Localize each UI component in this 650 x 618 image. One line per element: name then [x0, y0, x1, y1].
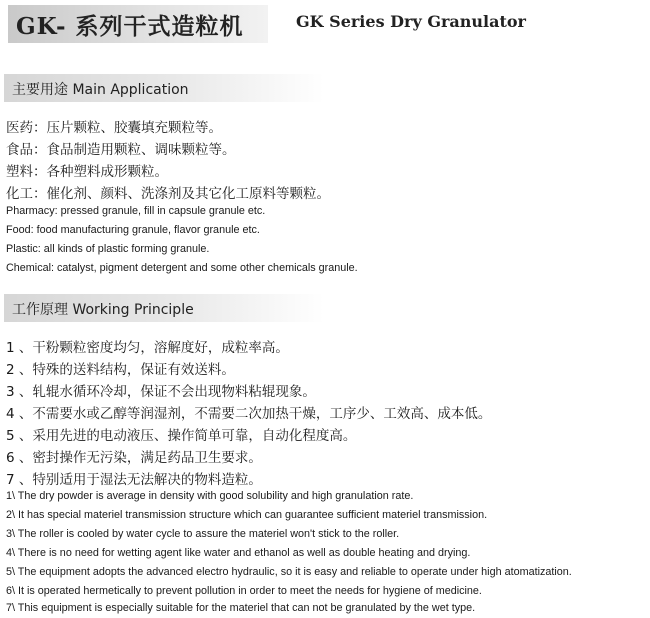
application-en-item: Plastic: all kinds of plastic forming granule.: [6, 243, 210, 255]
application-cn-item: 塑料：各种塑料成形颗粒。: [6, 164, 168, 180]
principle-cn-item: 5 、采用先进的电动液压、操作简单可靠，自动化程度高。: [6, 428, 357, 444]
main-application-header: [4, 74, 324, 102]
principle-en-item: 5\ The equipment adopts the advanced electro hydraulic, so it is easy and reliable to operate under high atomatization.: [6, 566, 572, 578]
principle-en-item: 1\ The dry powder is average in density with good solubility and high granulation rate.: [6, 490, 414, 502]
application-cn-item: 食品：食品制造用颗粒、调味颗粒等。: [6, 142, 236, 158]
page-title-cn: GK- 系列干式造粒机: [16, 13, 244, 40]
page-title-en: GK Series Dry Granulator: [296, 12, 526, 31]
working-principle-heading: 工作原理 Working Principle: [12, 302, 194, 318]
application-en-item: Food: food manufacturing granule, flavor granule etc.: [6, 224, 260, 236]
principle-cn-item: 6 、密封操作无污染，满足药品卫生要求。: [6, 450, 262, 466]
main-application-heading: 主要用途 Main Application: [12, 82, 189, 98]
principle-en-item: 4\ There is no need for wetting agent like water and ethanol as well as double heating and drying.: [6, 547, 471, 559]
principle-en-item: 2\ It has special materiel transmission structure which can guarantee sufficient materiel transmission.: [6, 509, 488, 521]
working-principle-header: [4, 294, 324, 322]
principle-en-item: 6\ It is operated hermetically to prevent pollution in order to meet the needs for hygiene of medicine.: [6, 585, 482, 597]
principle-en-item: 7\ This equipment is especially suitable for the materiel that can not be granulated by the wet type.: [6, 602, 476, 614]
principle-cn-item: 3 、轧辊水循环冷却，保证不会出现物料粘辊现象。: [6, 384, 316, 400]
application-cn-item: 化工：催化剂、颜料、洗涤剂及其它化工原料等颗粒。: [6, 186, 330, 202]
principle-cn-item: 1 、干粉颗粒密度均匀，溶解度好，成粒率高。: [6, 340, 289, 356]
principle-en-item: 3\ The roller is cooled by water cycle to assure the materiel won't stick to the roller.: [6, 528, 400, 540]
application-cn-item: 医药：压片颗粒、胶囊填充颗粒等。: [6, 120, 222, 136]
principle-cn-item: 4 、不需要水或乙醇等润湿剂，不需要二次加热干燥，工序少、工效高、成本低。: [6, 406, 492, 422]
application-en-item: Pharmacy: pressed granule, fill in capsule granule etc.: [6, 205, 266, 217]
principle-cn-item: 2 、特殊的送料结构，保证有效送料。: [6, 362, 235, 378]
principle-cn-item: 7 、特别适用于湿法无法解决的物料造粒。: [6, 472, 262, 488]
application-en-item: Chemical: catalyst, pigment detergent and some other chemicals granule.: [6, 262, 358, 274]
